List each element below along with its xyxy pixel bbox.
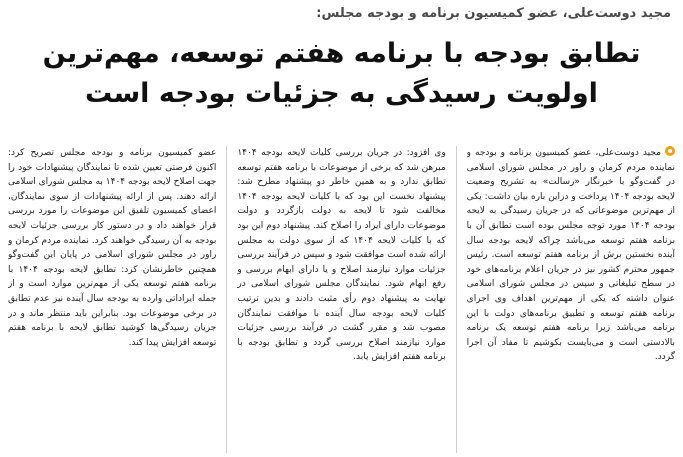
article-column-2 [237,146,445,453]
column-1-paragraph [467,146,675,365]
article-column-1 [467,146,675,453]
headline-line-2: اولویت رسیدگی به جزئیات بودجه است [85,78,598,109]
article-columns [8,146,675,453]
column-2-text: وی افزود: در جریان بررسی کلیات لایحه بودجه ۱۴۰۴ مبرهن شد که برخی از موضوعات با برنامه هفتم توسعه تطابق ندارد و به همین خاطر دو پیشنهاد مطرح شد: پیشنهاد نخست این بود که با کلیات لایحه بودجه ۱۴۰۴ مخالفت شود تا لایحه به دولت بازگردد و دولت موضوعات دارای ایراد را اصلاح کند. پیشنهاد دوم این بود که با کلیات لایحه ۱۴۰۴ که از سوی دولت به مجلس ارائه شده است موافقت شود و سپس در فرآیند بررسی جزئیات موارد نیازمند اصلاح و یا دارای ابهام بررسی و رفع ابهام شود. نمایندگان مجلس شورای اسلامی در نهایت به پیشنهاد دوم رأی مثبت دادند و بدین ترتیب کلیات لایحه بودجه سال آینده با موافقت نمایندگان مصوب شد و مقرر گشت در فرآیند بررسی جزئیات موارد نیازمند اصلاح بررسی گردد و تطابق بودجه با برنامه هفتم افزایش یابد. [237,148,446,363]
column-divider [456,146,457,453]
article-column-3 [8,146,216,453]
article-headline [10,34,673,114]
bullet-circle-icon [665,146,675,156]
column-1-text: مجید دوست‌علی، عضو کمیسیون برنامه و بودجه و نماینده مردم کرمان و راور در مجلس شورای اسلامی در گفت‌وگو با خبرنگار «رسالت» به تشریح وضعیت لایحه بودجه ۱۴۰۴ پرداخت و دراین باره بیان داشت: یکی از مهم‌ترین موضوعاتی که در جریان رسیدگی به لایحه بودجه ۱۴۰۴ مورد توجه مجلس بوده است تطابق آن با برنامه هفتم توسعه می‌باشد چراکه لایحه بودجه سال آینده نخستین برش از برنامه هفتم توسعه است. رئیس جمهور محترم کشور نیز در جریان اعلام برنامه‌های خود در سطح تبلیغاتی و سپس در مجلس شورای اسلامی عنوان داشته که یکی از مهم‌ترین اهداف وی اجرای برنامه هفتم توسعه و تطبیق برنامه‌های دولت با این برنامه می‌باشد زیرا برنامه هفتم توسعه یک برنامه بالادستی است و می‌بایست بکوشیم تا مفاد آن اجرا گردد. [466,148,675,363]
headline-line-1: تطابق بودجه با برنامه هفتم توسعه، مهم‌ترین [42,38,641,69]
column-3-text: عضو کمیسیون برنامه و بودجه مجلس تصریح کرد: اکنون فرصتی تعیین شده تا نمایندگان پیشنهادات خود را جهت اصلاح لایحه بودجه ۱۴۰۴ به مجلس شورای اسلامی ارائه دهند. پس از ارائه پیشنهادات از سوی نمایندگان، اعضای کمیسیون تلفیق این موضوعات را مورد بررسی قرار خواهند داد و در دستور کار بررسی جزئیات لایحه بودجه به آن رسیدگی خواهند کرد. نماینده مردم کرمان و راور در مجلس شورای اسلامی در پایان این گفت‌وگو همچنین خاطرنشان کرد: تطابق لایحه بودجه ۱۴۰۴ با برنامه هفتم توسعه یکی از مهم‌ترین موارد است و از جمله ایراداتی وارده به بودجه سال آینده نیز عدم تطابق در برخی موضوعات بود. بنابراین باید منتظر ماند و در جریان رسیدگی‌ها کوشید تطابق لایحه با برنامه هفتم توسعه افزایش پیدا کند. [8,148,217,348]
article-kicker: مجید دوست‌علی، عضو کمیسیون برنامه و بودجه مجلس: [316,6,671,21]
column-divider [226,146,227,453]
